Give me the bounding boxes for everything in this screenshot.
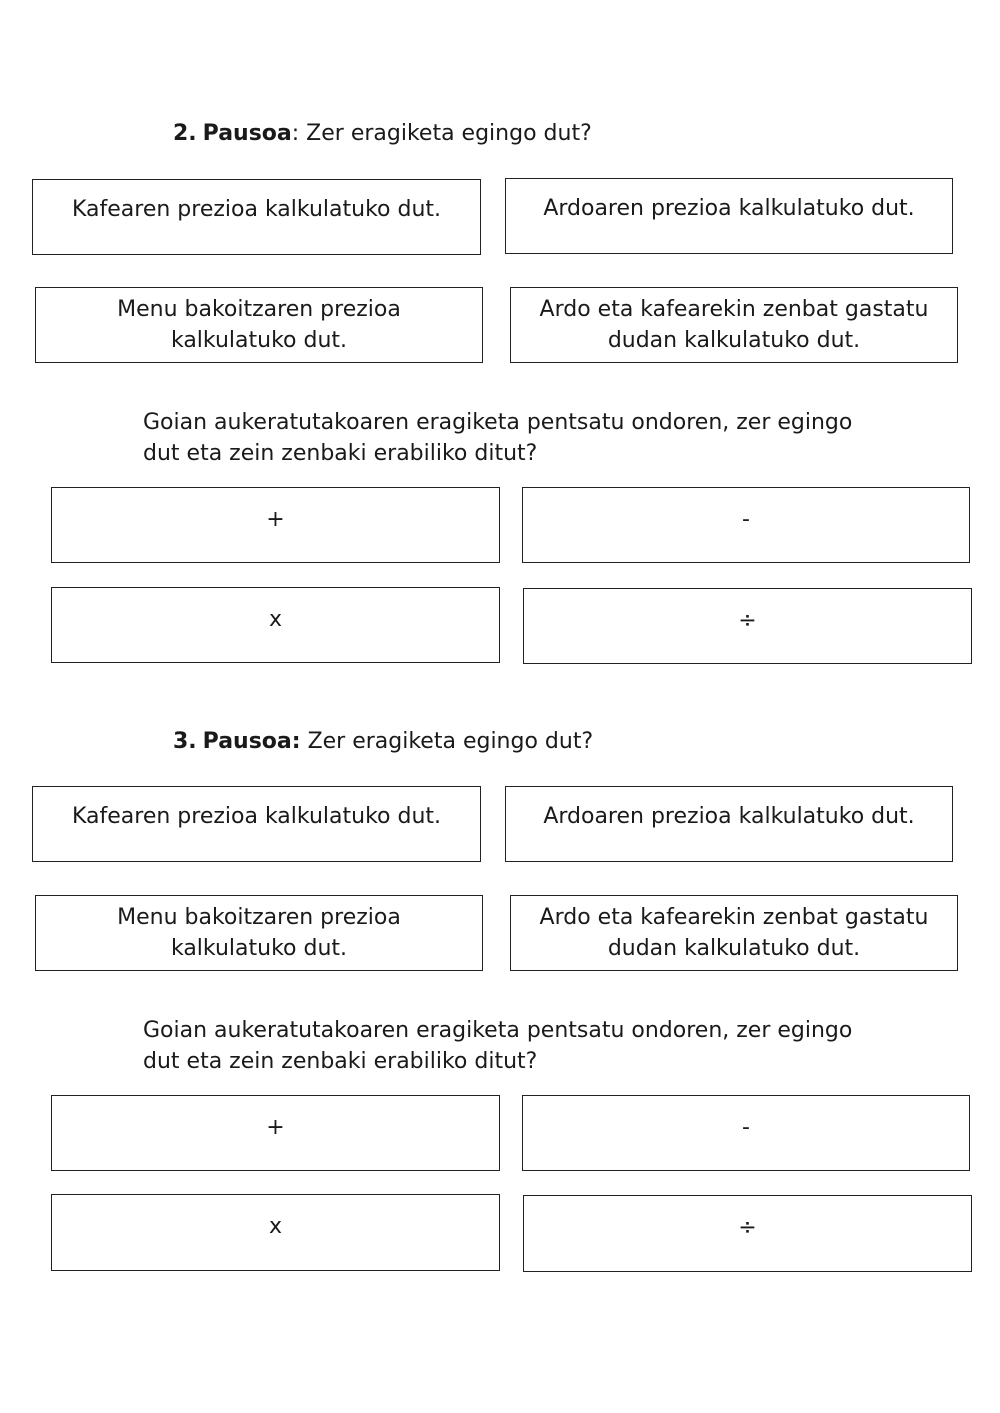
step-3-option-wine-price[interactable]	[505, 786, 953, 862]
step-2-option-menu-price[interactable]	[35, 287, 483, 363]
operator-symbol: ÷	[738, 1215, 757, 1240]
step-2-option-wine-coffee-total[interactable]	[510, 287, 958, 363]
step-word: Pausoa:	[202, 729, 301, 754]
option-label: Ardoaren prezioa kalkulatuko dut.	[543, 804, 915, 829]
option-label: Ardo eta kafearekin zenbat gastatu dudan kalkulatuko dut.	[539, 297, 929, 353]
step-2-question: Goian aukeratutakoaren eragiketa pentsatu ondoren, zer egingo dut eta zein zenbaki erabiliko ditut?	[143, 410, 853, 466]
operator-symbol: -	[742, 507, 750, 532]
option-label: Ardo eta kafearekin zenbat gastatu dudan kalkulatuko dut.	[539, 905, 929, 961]
step-prompt: Zer eragiketa egingo dut?	[300, 729, 594, 754]
operator-symbol: +	[266, 1115, 285, 1140]
operator-symbol: +	[266, 507, 285, 532]
step-3-operator-divide[interactable]	[523, 1195, 972, 1272]
step-3-operator-plus[interactable]	[51, 1095, 500, 1171]
step-3-option-wine-coffee-total[interactable]	[510, 895, 958, 971]
operator-symbol: x	[268, 1214, 283, 1239]
step-2-operator-minus[interactable]	[522, 487, 970, 563]
step-number: 3.	[173, 729, 197, 754]
step-2-operator-multiply[interactable]	[51, 587, 500, 663]
step-number: 2.	[173, 121, 197, 146]
step-3-operator-minus[interactable]	[522, 1095, 970, 1171]
step-3-option-menu-price[interactable]	[35, 895, 483, 971]
step-2-operator-plus[interactable]	[51, 487, 500, 563]
operator-symbol: x	[268, 607, 283, 632]
step-2-heading	[173, 120, 592, 148]
operator-symbol: -	[742, 1115, 750, 1140]
option-label: Menu bakoitzaren prezioa kalkulatuko dut.	[117, 297, 401, 353]
step-prompt: : Zer eragiketa egingo dut?	[291, 121, 592, 146]
option-label: Ardoaren prezioa kalkulatuko dut.	[543, 196, 915, 221]
step-3-operator-multiply[interactable]	[51, 1194, 500, 1271]
option-label: Menu bakoitzaren prezioa kalkulatuko dut.	[117, 905, 401, 961]
step-2-option-coffee-price[interactable]	[32, 179, 481, 255]
step-2-option-wine-price[interactable]	[505, 178, 953, 254]
step-3-question: Goian aukeratutakoaren eragiketa pentsatu ondoren, zer egingo dut eta zein zenbaki erabiliko ditut?	[143, 1018, 853, 1074]
step-3-heading	[173, 728, 593, 756]
option-label: Kafearen prezioa kalkulatuko dut.	[71, 804, 442, 829]
option-label: Kafearen prezioa kalkulatuko dut.	[71, 197, 442, 222]
step-3-option-coffee-price[interactable]	[32, 786, 481, 862]
step-2-operator-divide[interactable]	[523, 588, 972, 664]
step-word: Pausoa	[202, 121, 292, 146]
operator-symbol: ÷	[738, 608, 757, 633]
